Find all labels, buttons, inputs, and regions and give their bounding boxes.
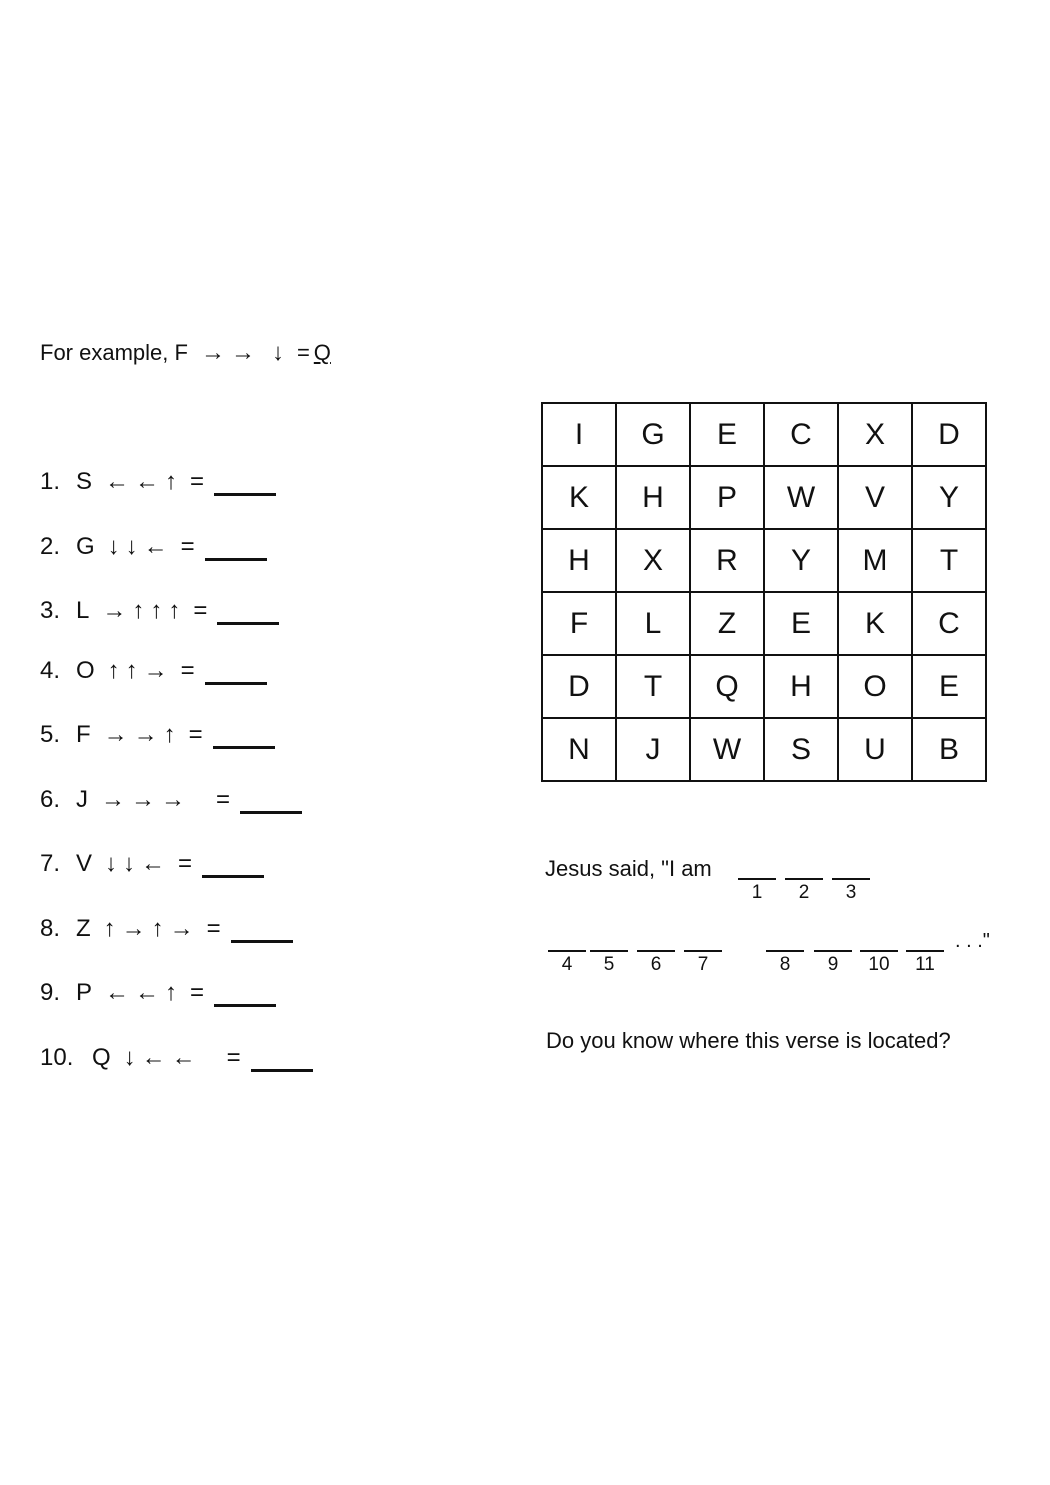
down-arrow-icon: ↓ [107, 533, 120, 560]
clue-start-letter: O [76, 657, 95, 684]
up-arrow-icon: ↑ [132, 597, 145, 624]
grid-row [542, 655, 986, 718]
right-arrow-icon: → [121, 915, 146, 942]
up-arrow-icon: ↑ [125, 657, 138, 684]
grid-cell: L [616, 592, 690, 655]
up-arrow-icon: ↑ [165, 468, 178, 495]
slot-line [590, 950, 628, 952]
slot-number: 1 [751, 882, 763, 903]
example-answer: Q [313, 340, 331, 365]
slot-number: 9 [827, 954, 839, 975]
right-arrow-icon: → [102, 597, 127, 624]
right-arrow-icon: → [143, 657, 168, 684]
left-arrow-icon: ← [135, 979, 160, 1006]
down-arrow-icon: ↓ [123, 1044, 136, 1071]
slot-line [548, 950, 586, 952]
verse-letter-slot[interactable] [860, 950, 898, 976]
verse-letter-slot[interactable] [548, 950, 586, 976]
grid-cell: N [542, 718, 616, 781]
example-equals: = [296, 340, 310, 365]
up-arrow-icon: ↑ [165, 979, 178, 1006]
left-arrow-icon: ← [171, 1044, 196, 1071]
right-arrow-icon: → [200, 339, 225, 366]
slot-line [785, 878, 823, 880]
grid-cell: S [764, 718, 838, 781]
grid-cell: K [838, 592, 912, 655]
down-arrow-icon: ↓ [125, 533, 138, 560]
left-arrow-icon: ← [135, 468, 160, 495]
slot-number: 8 [779, 954, 791, 975]
example-line [40, 340, 331, 366]
verse-letter-slot[interactable] [814, 950, 852, 976]
clue-arrows [102, 852, 168, 876]
verse-location-question: Do you know where this verse is located? [546, 1028, 951, 1053]
grid-cell: E [690, 403, 764, 466]
slot-line [738, 878, 776, 880]
grid-cell: H [542, 529, 616, 592]
grid-cell: I [542, 403, 616, 466]
grid-cell: T [912, 529, 986, 592]
slot-line [860, 950, 898, 952]
slot-number: 3 [845, 882, 857, 903]
left-arrow-icon: ← [141, 1044, 166, 1071]
grid-cell: C [764, 403, 838, 466]
verse-intro: Jesus said, "I am [545, 856, 712, 881]
grid-cell: H [616, 466, 690, 529]
grid-cell: J [616, 718, 690, 781]
right-arrow-icon: → [133, 721, 158, 748]
clue-equals: = [226, 1044, 241, 1071]
letter-grid [541, 402, 987, 782]
answer-blank[interactable] [213, 722, 275, 749]
clue-start-letter: F [76, 721, 91, 748]
slot-line [906, 950, 944, 952]
clue-number: 10. [40, 1044, 74, 1071]
right-arrow-icon: → [169, 915, 194, 942]
clue-number: 3. [40, 597, 61, 624]
grid-cell: C [912, 592, 986, 655]
clue-equals: = [180, 533, 195, 560]
clue-arrows [101, 917, 197, 941]
clue-arrows [101, 723, 179, 747]
grid-cell: W [690, 718, 764, 781]
clue-start-letter: S [76, 468, 93, 495]
right-arrow-icon: → [101, 786, 125, 813]
clue-number: 2. [40, 533, 61, 560]
grid-row [542, 718, 986, 781]
verse-letter-slot[interactable] [832, 878, 870, 904]
slot-line [832, 878, 870, 880]
answer-blank[interactable] [214, 469, 276, 496]
up-arrow-icon: ↑ [103, 915, 116, 942]
verse-letter-slot[interactable] [637, 950, 675, 976]
clue-number: 9. [40, 979, 61, 1006]
slot-number: 11 [915, 954, 935, 975]
grid-cell: X [616, 529, 690, 592]
slot-number: 6 [650, 954, 662, 975]
clue-row [40, 1041, 313, 1075]
left-arrow-icon: ← [105, 979, 130, 1006]
grid-cell: E [912, 655, 986, 718]
clue-start-letter: J [76, 786, 88, 813]
left-arrow-icon: ← [105, 468, 130, 495]
slot-line [684, 950, 722, 952]
grid-cell: Q [690, 655, 764, 718]
answer-blank[interactable] [231, 916, 293, 943]
slot-line [766, 950, 804, 952]
example-prefix: For example, F [40, 340, 188, 365]
clue-row [40, 654, 267, 688]
clue-arrows [102, 470, 180, 494]
clue-arrows [99, 599, 183, 623]
right-arrow-icon: → [131, 786, 155, 813]
clue-start-letter: Z [76, 915, 91, 942]
answer-blank[interactable] [251, 1045, 313, 1072]
grid-row [542, 529, 986, 592]
clue-row [40, 976, 276, 1010]
answer-blank[interactable] [205, 534, 267, 561]
slot-number: 5 [603, 954, 615, 975]
slot-number: 7 [697, 954, 709, 975]
grid-cell: K [542, 466, 616, 529]
down-arrow-icon: ↓ [105, 850, 118, 877]
grid-cell: W [764, 466, 838, 529]
up-arrow-icon: ↑ [107, 657, 120, 684]
verse-letter-slot[interactable] [785, 878, 823, 904]
grid-cell: H [764, 655, 838, 718]
slot-number: 2 [798, 882, 810, 903]
clue-arrows [121, 1046, 199, 1070]
grid-cell: M [838, 529, 912, 592]
clue-equals: = [188, 721, 203, 748]
grid-cell: Y [764, 529, 838, 592]
grid-cell: F [542, 592, 616, 655]
verse-letter-slot[interactable] [684, 950, 722, 976]
grid-cell: X [838, 403, 912, 466]
right-arrow-icon: → [161, 786, 185, 813]
grid-cell: G [616, 403, 690, 466]
clue-equals: = [178, 850, 193, 877]
slot-number: 4 [561, 954, 573, 975]
answer-blank[interactable] [205, 658, 267, 685]
down-arrow-icon: ↓ [271, 339, 284, 366]
clue-arrows [102, 981, 180, 1005]
clue-row [40, 594, 279, 628]
clue-row [40, 912, 293, 946]
slot-number: 10 [868, 954, 890, 975]
clue-arrows [105, 659, 171, 683]
left-arrow-icon: ← [141, 850, 166, 877]
clue-start-letter: V [76, 850, 93, 877]
up-arrow-icon: ↑ [151, 915, 164, 942]
clue-number: 4. [40, 657, 61, 684]
left-arrow-icon: ← [143, 533, 168, 560]
answer-blank[interactable] [217, 598, 279, 625]
up-arrow-icon: ↑ [150, 597, 163, 624]
grid-cell: Z [690, 592, 764, 655]
clue-equals: = [193, 597, 208, 624]
example-arrows [198, 341, 287, 365]
clue-row [40, 783, 302, 817]
verse-ending: . . ." [955, 930, 990, 952]
right-arrow-icon: → [103, 721, 128, 748]
answer-blank[interactable] [240, 787, 302, 814]
clue-row [40, 847, 264, 881]
clue-equals: = [190, 979, 205, 1006]
down-arrow-icon: ↓ [123, 850, 136, 877]
grid-row [542, 403, 986, 466]
verse-letter-slot[interactable] [738, 878, 776, 904]
slot-line [637, 950, 675, 952]
clue-arrows [105, 535, 171, 559]
clue-start-letter: Q [92, 1044, 111, 1071]
clue-equals: = [206, 915, 221, 942]
grid-row [542, 592, 986, 655]
answer-blank[interactable] [202, 851, 264, 878]
clue-equals: = [216, 786, 231, 813]
clue-row [40, 718, 275, 752]
grid-cell: T [616, 655, 690, 718]
grid-cell: D [912, 403, 986, 466]
clue-row [40, 530, 267, 564]
clue-equals: = [180, 657, 195, 684]
right-arrow-icon: → [230, 339, 255, 366]
up-arrow-icon: ↑ [163, 721, 176, 748]
grid-cell: P [690, 466, 764, 529]
clue-start-letter: L [76, 597, 90, 624]
grid-cell: U [838, 718, 912, 781]
verse-letter-slot[interactable] [766, 950, 804, 976]
clue-number: 1. [40, 468, 61, 495]
clue-number: 7. [40, 850, 61, 877]
grid-cell: O [838, 655, 912, 718]
clue-equals: = [190, 468, 205, 495]
clue-start-letter: G [76, 533, 95, 560]
answer-blank[interactable] [214, 980, 276, 1007]
clue-row [40, 465, 276, 499]
grid-cell: B [912, 718, 986, 781]
verse-letter-slot[interactable] [590, 950, 628, 976]
grid-cell: D [542, 655, 616, 718]
grid-cell: R [690, 529, 764, 592]
grid-cell: E [764, 592, 838, 655]
clue-start-letter: P [76, 979, 93, 1006]
grid-row [542, 466, 986, 529]
grid-cell: Y [912, 466, 986, 529]
clue-arrows [98, 788, 188, 812]
grid-cell: V [838, 466, 912, 529]
verse-letter-slot[interactable] [906, 950, 944, 976]
clue-number: 5. [40, 721, 61, 748]
clue-number: 8. [40, 915, 61, 942]
up-arrow-icon: ↑ [168, 597, 181, 624]
slot-line [814, 950, 852, 952]
clue-number: 6. [40, 786, 61, 813]
